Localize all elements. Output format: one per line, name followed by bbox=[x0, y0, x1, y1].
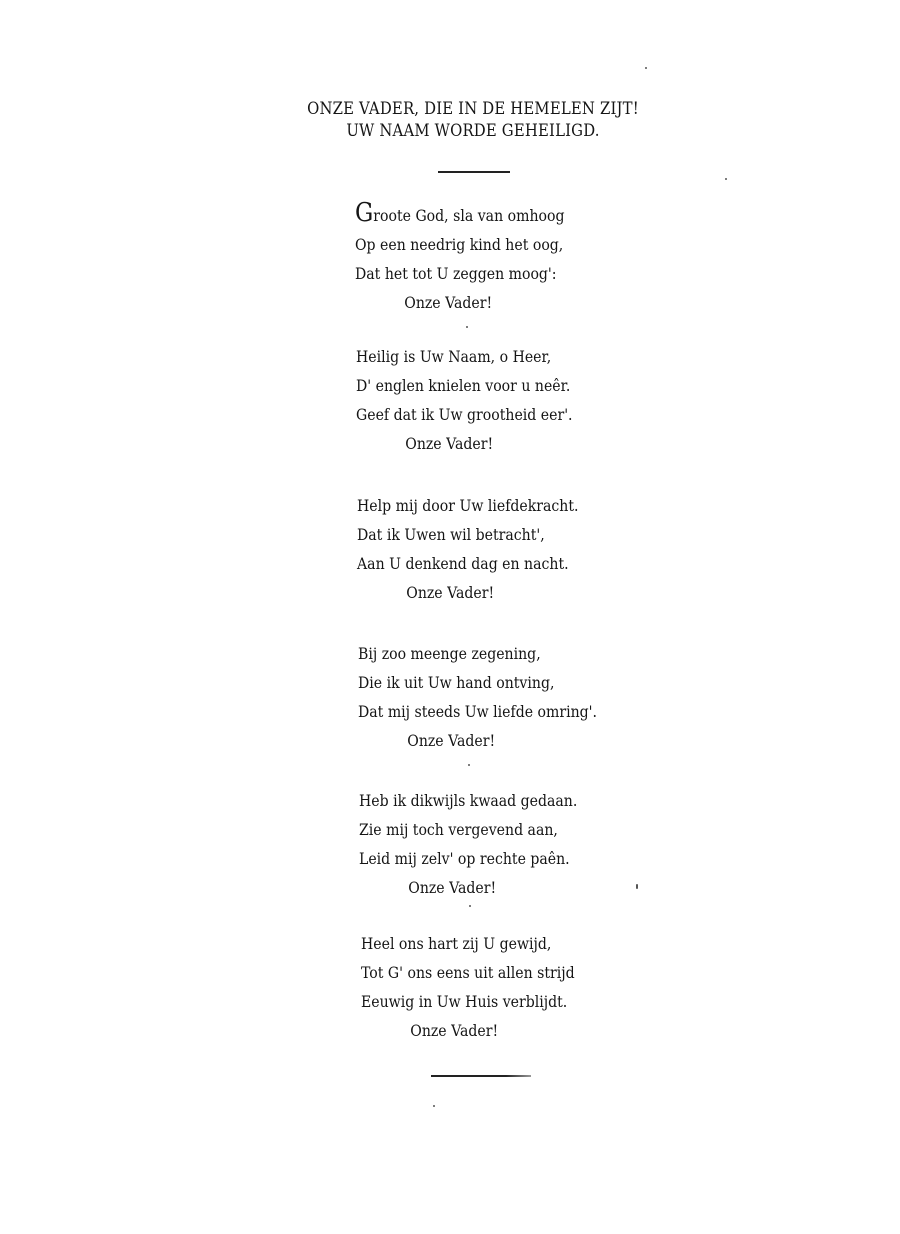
scan-speck bbox=[636, 884, 638, 889]
stanza-6 bbox=[361, 929, 575, 1045]
scan-speck bbox=[469, 905, 471, 907]
scan-speck bbox=[468, 764, 470, 766]
refrain: Onze Vader! bbox=[408, 878, 497, 897]
verse-line: Die ik uit Uw hand ontving, bbox=[358, 673, 555, 692]
stanza-1 bbox=[355, 198, 565, 317]
verse-line: Eeuwig in Uw Huis verblijdt. bbox=[361, 992, 568, 1011]
refrain: Onze Vader! bbox=[407, 731, 496, 750]
end-divider bbox=[431, 1075, 531, 1077]
verse-line: Dat ik Uwen wil betracht', bbox=[357, 525, 545, 544]
stanza-4 bbox=[358, 639, 597, 755]
verse-line: Heilig is Uw Naam, o Heer, bbox=[356, 347, 552, 366]
refrain: Onze Vader! bbox=[405, 434, 494, 453]
verse-line: Aan U denkend dag en nacht. bbox=[357, 554, 569, 573]
heading-divider bbox=[438, 171, 510, 173]
scan-speck bbox=[725, 178, 727, 180]
verse-line: Bij zoo meenge zegening, bbox=[358, 644, 541, 663]
stanza-2 bbox=[356, 342, 573, 458]
refrain: Onze Vader! bbox=[404, 293, 493, 312]
verse-line: Op een needrig kind het oog, bbox=[355, 235, 564, 254]
verse-line: Heel ons hart zij U gewijd, bbox=[361, 934, 552, 953]
drop-cap: G bbox=[355, 198, 374, 228]
verse-line: Groote God, sla van omhoog bbox=[355, 198, 565, 228]
verse-line: D' englen knielen voor u neêr. bbox=[356, 376, 571, 395]
verse-line: Heb ik dikwijls kwaad gedaan. bbox=[359, 791, 578, 810]
verse-line: Dat het tot U zeggen moog': bbox=[355, 264, 557, 283]
verse-line: Help mij door Uw liefdekracht. bbox=[357, 496, 579, 515]
heading-line-1: ONZE VADER, DIE IN DE HEMELEN ZIJT! bbox=[307, 99, 639, 118]
verse-line: Zie mij toch vergevend aan, bbox=[359, 820, 558, 839]
stanza-5 bbox=[359, 786, 577, 902]
verse-line: Dat mij steeds Uw liefde omring'. bbox=[358, 702, 598, 721]
verse-line: Leid mij zelv' op rechte paên. bbox=[359, 849, 570, 868]
refrain: Onze Vader! bbox=[406, 583, 495, 602]
heading-line-2: UW NAAM WORDE GEHEILIGD. bbox=[346, 121, 600, 140]
refrain: Onze Vader! bbox=[410, 1021, 499, 1040]
scan-speck bbox=[466, 326, 468, 328]
scan-speck bbox=[645, 67, 647, 69]
verse-line: Tot G' ons eens uit allen strijd bbox=[361, 963, 575, 982]
verse-line: Geef dat ik Uw grootheid eer'. bbox=[356, 405, 573, 424]
stanza-3 bbox=[357, 491, 579, 607]
scan-speck bbox=[433, 1105, 435, 1107]
